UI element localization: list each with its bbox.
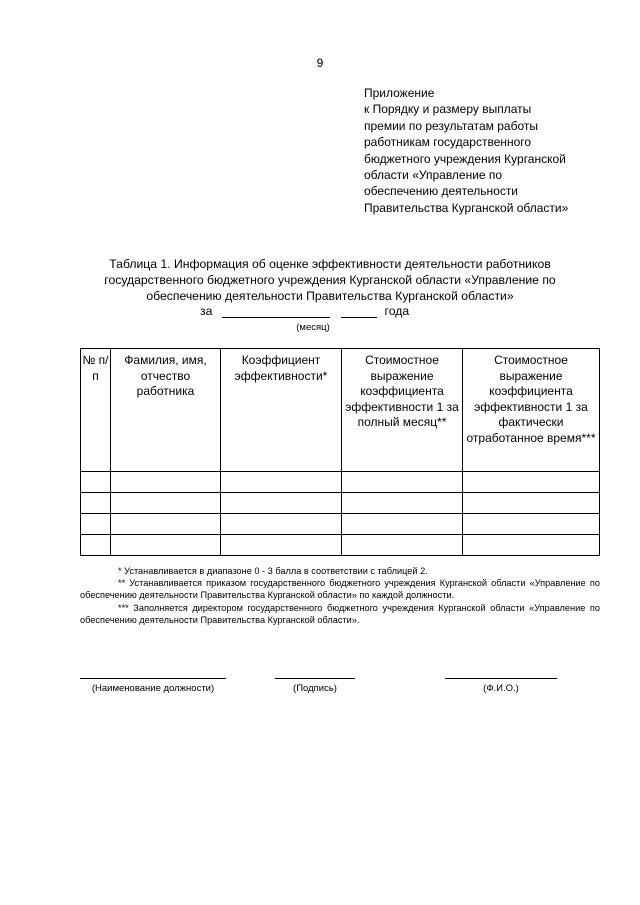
header-coefficient: Коэффициент эффективности* <box>221 349 342 472</box>
table-cell <box>342 472 463 493</box>
table-cell <box>221 514 342 535</box>
header-number: № п/п <box>81 349 111 472</box>
name-line <box>445 678 557 679</box>
table-title <box>60 256 600 304</box>
table-row <box>81 535 600 556</box>
table-cell <box>463 514 600 535</box>
table-cell <box>81 535 111 556</box>
position-caption: (Наименование должности) <box>91 683 215 694</box>
name-caption: (Ф.И.О.) <box>483 683 519 694</box>
signature-name <box>445 678 557 700</box>
table-cell <box>221 472 342 493</box>
table-row <box>81 472 600 493</box>
appendix-line: работникам государственного <box>364 135 532 150</box>
appendix-line: к Порядку и размеру выплаты <box>364 102 532 117</box>
signature-position <box>80 678 226 700</box>
table-title-line: обеспечению деятельности Правительства Курганской области» <box>146 289 514 303</box>
table-title-line: государственного бюджетного учреждения Курганской области «Управление по <box>104 273 556 287</box>
period-year: года <box>384 304 410 318</box>
appendix-line: области «Управление по <box>364 168 503 183</box>
table-row <box>81 514 600 535</box>
footnotes <box>80 565 600 626</box>
appendix-line: обеспечению деятельности <box>364 184 519 199</box>
table-cell <box>111 514 221 535</box>
signature-sign <box>275 678 355 700</box>
period-za: за <box>200 304 213 318</box>
table-cell <box>81 514 111 535</box>
table-cell <box>81 472 111 493</box>
efficiency-table <box>80 348 600 556</box>
footnote-1: * Устанавливается в диапазоне 0 - 3 балла в соответствии с таблицей 2. <box>118 566 428 576</box>
table-cell <box>111 493 221 514</box>
table-row <box>81 493 600 514</box>
table-title-line: Таблица 1. Информация об оценке эффективности деятельности работников <box>109 257 551 271</box>
year-blank <box>341 304 377 318</box>
appendix-line: Правительства Курганской области» <box>364 200 569 215</box>
table-cell <box>463 535 600 556</box>
table-cell <box>81 493 111 514</box>
table-cell <box>342 514 463 535</box>
position-line <box>80 678 226 679</box>
signature-line <box>275 678 355 679</box>
table-cell <box>221 493 342 514</box>
table-cell <box>111 535 221 556</box>
table-cell <box>342 493 463 514</box>
table-cell <box>342 535 463 556</box>
month-blank <box>222 304 330 318</box>
table-cell <box>463 493 600 514</box>
header-value-full-month: Стоимостное выражение коэффициента эффективности 1 за полный месяц** <box>342 349 463 472</box>
header-full-name: Фамилия, имя, отчество работника <box>111 349 221 472</box>
appendix-heading <box>364 85 614 216</box>
footnote-2: ** Устанавливается приказом государственного бюджетного учреждения Курганской области «Управление по обеспечению деятельности Правительства Курганской области» по каждой должности. <box>80 578 600 601</box>
footnote-3: *** Заполняется директором государственного бюджетного учреждения Курганской области «Управление по обеспечению деятельности Правительства Курганской области». <box>80 602 600 625</box>
appendix-line: Приложение <box>364 86 435 100</box>
signature-caption: (Подпись) <box>293 683 337 694</box>
table-cell <box>463 472 600 493</box>
appendix-line: премии по результатам работы <box>364 118 538 133</box>
page-number: 9 <box>316 56 324 70</box>
table-cell <box>111 472 221 493</box>
table-header-row <box>81 349 600 472</box>
header-value-actual-time: Стоимостное выражение коэффициента эффективности 1 за фактически отработанное время*** <box>463 349 600 472</box>
month-hint: (месяц) <box>296 322 330 333</box>
appendix-line: бюджетного учреждения Курганской <box>364 151 566 166</box>
table-cell <box>221 535 342 556</box>
period-line <box>200 304 440 318</box>
